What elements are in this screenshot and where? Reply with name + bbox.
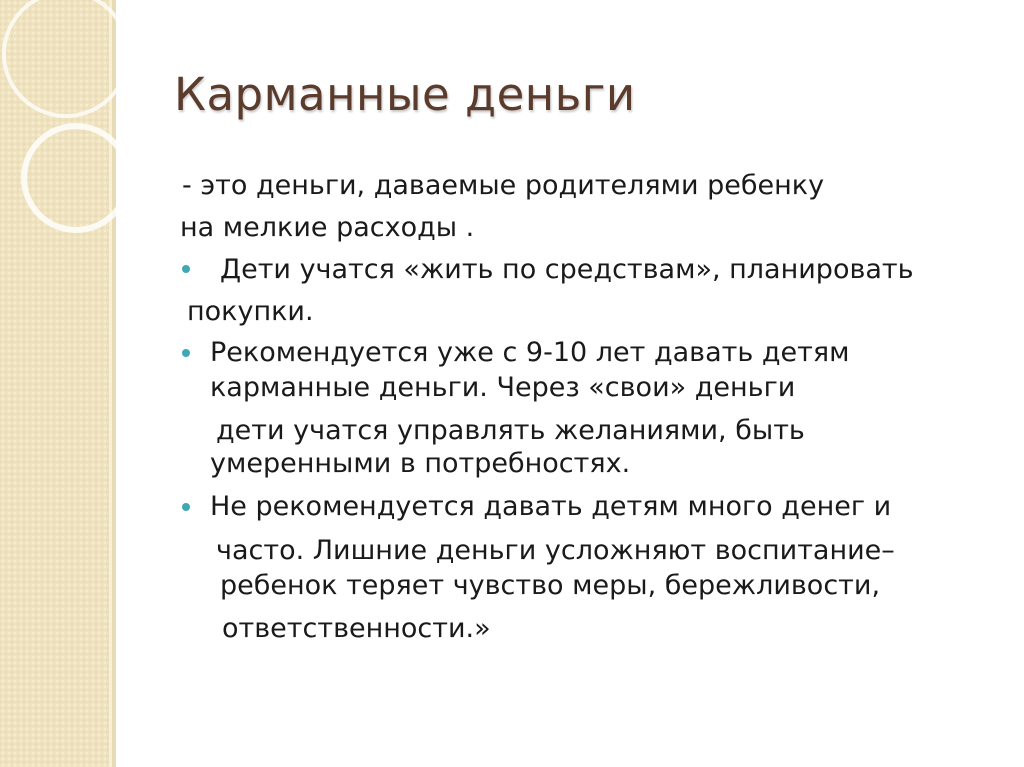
body-line-10: часто. Лишние деньги усложняют воспитание– <box>216 535 895 566</box>
body-line-5: Рекомендуется уже с 9-10 лет давать детям <box>210 337 850 368</box>
bullet-dot-icon <box>182 349 190 357</box>
bullet-dot-icon <box>182 265 190 273</box>
body-line-1: - это деньги, даваемые родителями ребенку <box>182 170 825 201</box>
bullet-dot-icon <box>182 503 190 511</box>
body-line-11: ребенок теряет чувство меры, бережливости, <box>220 570 881 601</box>
slide-title: Карманные деньги <box>174 68 636 121</box>
body-line-7: дети учатся управлять желаниями, быть <box>216 415 805 446</box>
body-line-3: Дети учатся «жить по средствам», планировать <box>220 254 914 285</box>
body-line-4: покупки. <box>187 296 314 327</box>
body-line-12: ответственности.» <box>222 613 491 644</box>
decorative-rings-icon <box>0 0 140 260</box>
body-line-2: на мелкие расходы . <box>180 212 475 243</box>
body-line-9: Не рекомендуется давать детям много денег и <box>210 491 892 522</box>
body-line-6: карманные деньги. Через «свои» деньги <box>210 372 796 403</box>
body-line-8: умеренными в потребностях. <box>210 448 631 479</box>
